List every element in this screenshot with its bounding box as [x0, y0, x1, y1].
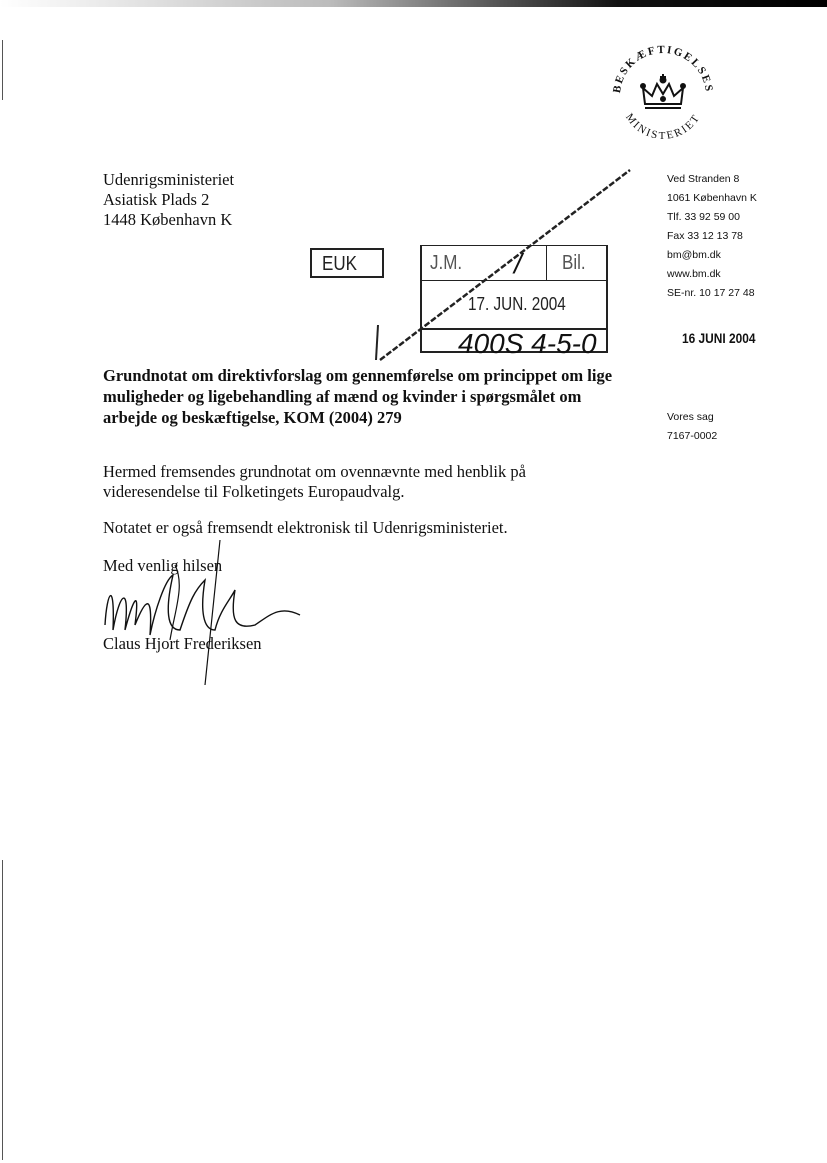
recipient-city: 1448 København K [103, 210, 233, 229]
sender-fax: Fax 33 12 13 78 [667, 230, 743, 242]
scan-left-edge [2, 40, 3, 100]
sender-web: www.bm.dk [667, 268, 721, 280]
body-paragraph-1 [103, 462, 526, 502]
logo-bottom-text: MINISTERIET [623, 111, 703, 142]
scan-top-edge [0, 0, 827, 7]
body-paragraph-2: Notatet er også fremsendt elektronisk til Udenrigsministeriet. [103, 518, 508, 537]
stamp-received-date: 17. JUN. 2004 [468, 294, 566, 314]
recipient-street: Asiatisk Plads 2 [103, 190, 210, 209]
scan-left-edge-lower [2, 860, 3, 1160]
received-stamp [310, 245, 620, 363]
stamp-euk: EUK [322, 253, 357, 275]
stamp-file-number: 400S 4-5-0 [458, 328, 597, 359]
handwritten-signature [95, 530, 315, 690]
logo-top-text: BESKÆFTIGELSES [610, 44, 716, 94]
case-label: Vores sag [667, 411, 714, 423]
svg-text:BESKÆFTIGELSES [611, 44, 715, 94]
recipient-name: Udenrigsministeriet [103, 170, 235, 189]
case-number: 7167-0002 [667, 430, 718, 442]
recipient-address [103, 170, 234, 230]
sender-phone: Tlf. 33 92 59 00 [667, 211, 740, 223]
letter-date: 16 JUNI 2004 [682, 330, 756, 346]
sender-city: 1061 København K [667, 192, 757, 204]
body-paragraph-1-line-1: Hermed fremsendes grundnotat om ovennævnte med henblik på [103, 462, 526, 481]
stamp-diagonal-stroke [310, 165, 640, 365]
svg-text:MINISTERIET [623, 111, 703, 141]
sender-info [667, 170, 757, 303]
case-reference [667, 408, 717, 446]
sender-email: bm@bm.dk [667, 249, 721, 261]
subject-heading: Grundnotat om direktivforslag om gennemførelse om princippet om lige muligheder og ligebehandling af mænd og kvinder i spørgsmålet om arbejde og beskæftigelse, KOM (2004) 279 [103, 366, 613, 427]
stamp-jm: J.M. [430, 252, 463, 274]
stamp-jm-handwritten: / [514, 248, 522, 279]
body-paragraph-1-line-2: videresendelse til Folketingets Europaudvalg. [103, 482, 405, 501]
closing: Med venlig hilsen [103, 556, 223, 575]
sender-street: Ved Stranden 8 [667, 173, 740, 185]
crown-seal-icon [604, 44, 722, 148]
signatory-name: Claus Hjort Frederiksen [103, 634, 262, 653]
sender-se-number: SE-nr. 10 17 27 48 [667, 287, 755, 299]
stamp-bil: Bil. [562, 252, 586, 274]
ministry-logo [604, 44, 722, 148]
